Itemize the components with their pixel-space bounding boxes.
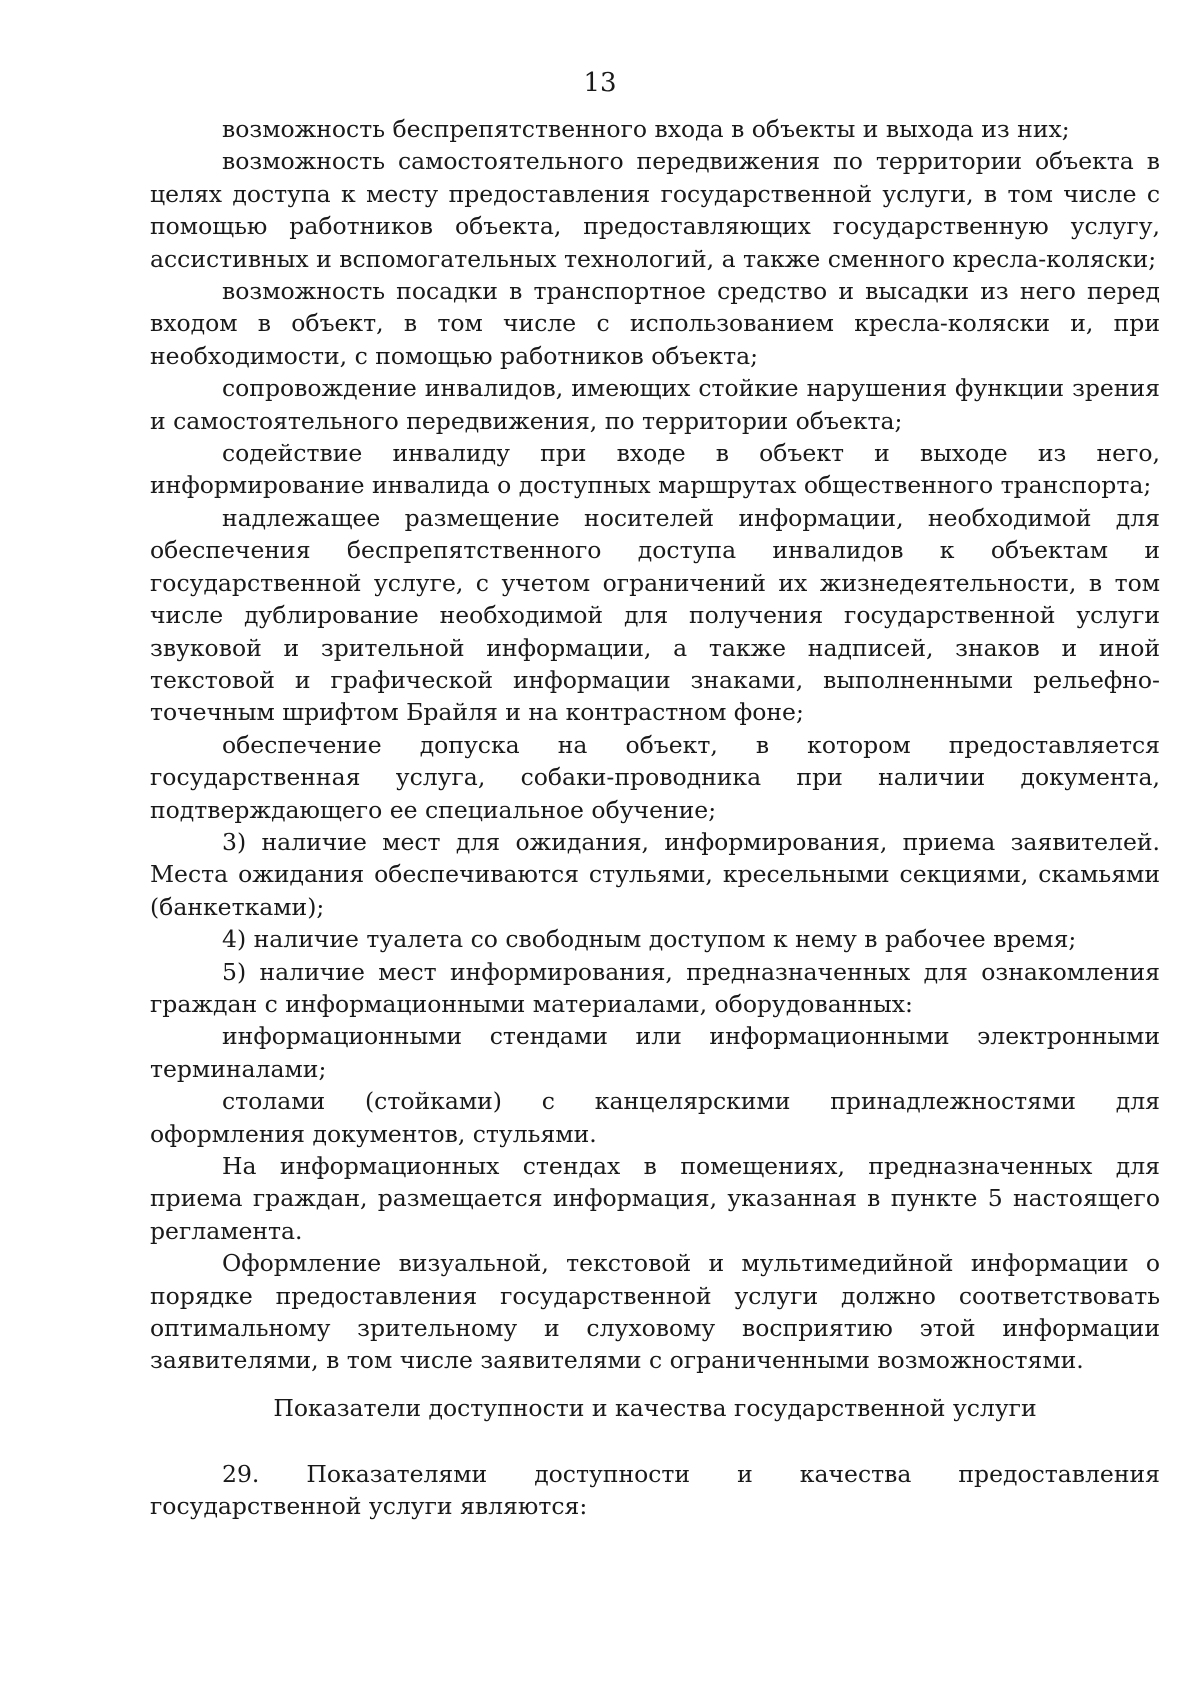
- paragraph-14: Оформление визуальной, текстовой и мультимедийной информации о порядке предоставления государственной услуги должно соответствовать оптимальному зрительному и слуховому восприятию этой информации заявителями, в том числе заявителями с ограниченными возможностями.: [150, 1249, 1160, 1375]
- paragraph-10: 5) наличие мест информирования, предназначенных для ознакомления граждан с информационными материалами, оборудованных:: [150, 957, 1160, 1018]
- paragraph-6: надлежащее размещение носителей информации, необходимой для обеспечения беспрепятственного доступа инвалидов к объектам и государственной услуге, с учетом ограничений их жизнедеятельности, в том числе дублирование необходимой для получения государственной услуги звуковой и зрительной информации, а также надписей, знаков и иной текстовой и графической информации знаками, выполненными рельефно-точечным шрифтом Брайля и на контрастном фоне;: [150, 503, 1160, 727]
- page-number: 13: [583, 68, 617, 98]
- closing-section: [150, 1458, 1160, 1523]
- paragraph-7: обеспечение допуска на объект, в котором предоставляется государственная услуга, собаки-проводника при наличии документа, подтверждающего ее специальное обучение;: [150, 730, 1160, 824]
- paragraph-8: 3) наличие мест для ожидания, информирования, приема заявителей. Места ожидания обеспечиваются стульями, кресельными секциями, скамьями (банкетками);: [150, 827, 1160, 921]
- paragraph-13: На информационных стендах в помещениях, предназначенных для приема граждан, размещается информация, указанная в пункте 5 настоящего регламента.: [150, 1152, 1160, 1245]
- paragraph-12: столами (стойками) с канцелярскими принадлежностями для оформления документов, стульями.: [150, 1087, 1160, 1148]
- section-heading: Показатели доступности и качества государственной услуги: [273, 1394, 1037, 1422]
- body-text: [150, 113, 1160, 1377]
- paragraph-9: 4) наличие туалета со свободным доступом к нему в рабочее время;: [222, 925, 1077, 954]
- paragraph-1: возможность беспрепятственного входа в объекты и выхода из них;: [222, 115, 1070, 143]
- paragraph-2: возможность самостоятельного передвижения по территории объекта в целях доступа к месту предоставления государственной услуги, в том числе с помощью работников объекта, предоставляющих государственную услугу, ассистивных и вспомогательных технологий, а также сменного кресла-коляски;: [150, 147, 1160, 273]
- paragraph-11: информационными стендами или информационными электронными терминалами;: [150, 1022, 1160, 1083]
- paragraph-4: сопровождение инвалидов, имеющих стойкие нарушения функции зрения и самостоятельного передвижения, по территории объекта;: [150, 374, 1160, 435]
- paragraph-3: возможность посадки в транспортное средство и высадки из него перед входом в объект, в том числе с использованием кресла-коляски и, при необходимости, с помощью работников объекта;: [150, 277, 1160, 370]
- clause-29: 29. Показателями доступности и качества предоставления государственной услуги являются:: [150, 1460, 1160, 1521]
- paragraph-5: содействие инвалиду при входе в объект и выходе из него, информирование инвалида о доступных маршрутах общественного транспорта;: [150, 439, 1160, 500]
